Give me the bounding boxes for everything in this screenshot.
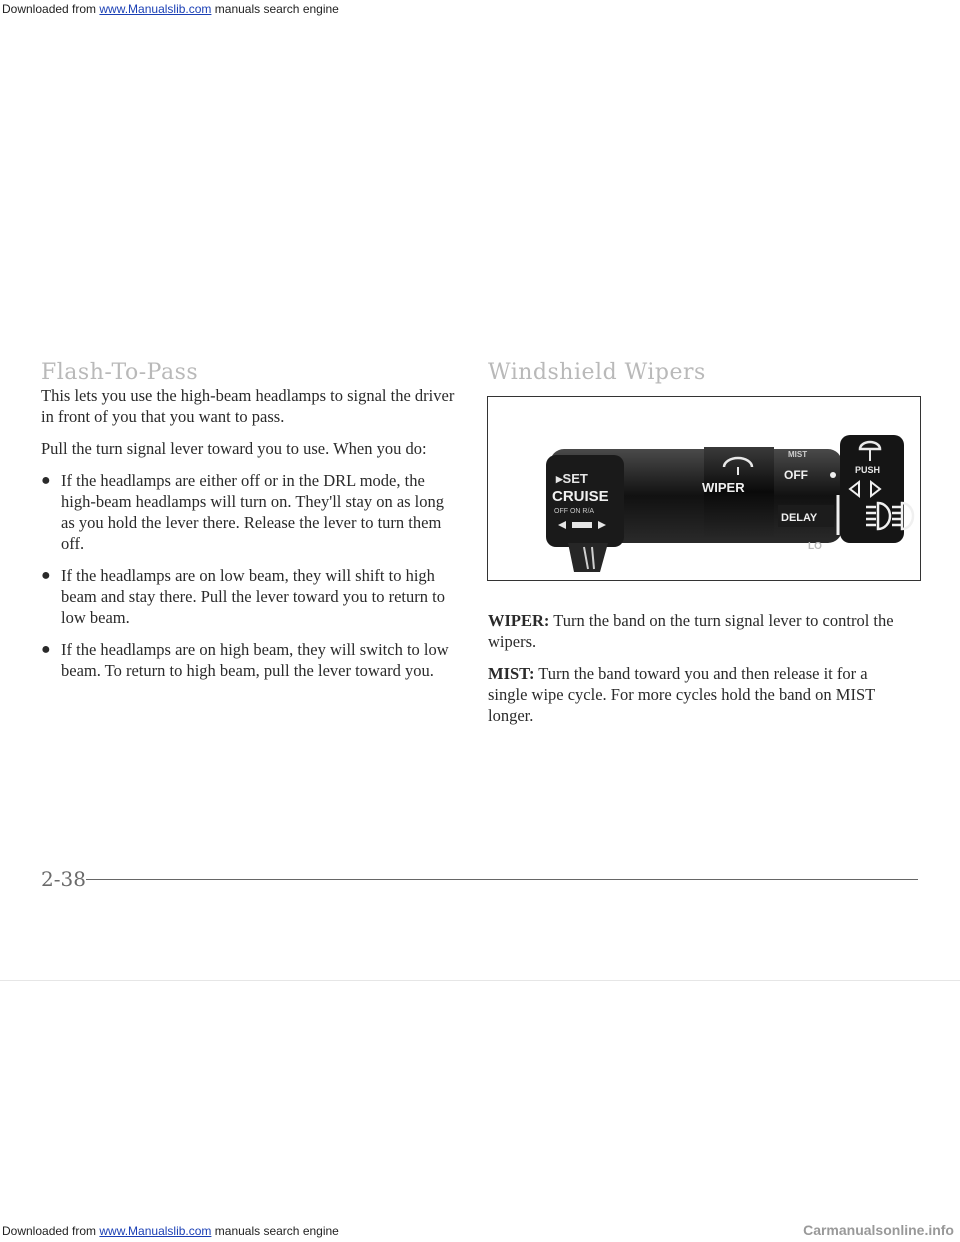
wiper-lever-illustration <box>488 397 919 579</box>
set-label: ▸SET <box>556 471 588 486</box>
flash-to-pass-section <box>41 385 461 692</box>
bullet-icon: ● <box>41 567 51 584</box>
lo-label: LO <box>808 541 822 552</box>
list-item <box>41 565 461 628</box>
mist-label: MIST <box>788 450 808 459</box>
carmanualsonline-watermark: Carmanualsonline.info <box>803 1222 954 1238</box>
off-label: OFF <box>784 468 808 482</box>
page-number: 2-38 <box>41 867 86 891</box>
watermark-prefix: Downloaded from <box>2 1224 100 1238</box>
windshield-wipers-heading: Windshield Wipers <box>488 360 706 385</box>
off-dot-icon <box>830 472 836 478</box>
flash-to-pass-heading: Flash-To-Pass <box>41 360 199 385</box>
bullet-icon: ● <box>41 641 51 658</box>
scan-edge-line <box>0 980 960 981</box>
push-label: PUSH <box>855 465 881 475</box>
wiper-label: WIPER <box>702 480 745 495</box>
watermark-top <box>2 2 339 16</box>
wiper-lever-figure <box>487 396 921 581</box>
watermark-bottom <box>2 1224 339 1238</box>
manualslib-link[interactable]: www.Manualslib.com <box>99 2 212 16</box>
list-item-text: If the headlamps are either off or in the DRL mode, the high-beam headlamps will turn on. They'll stay on as long as you hold the lever there. Release the lever to turn them off. <box>61 471 445 553</box>
cruise-sub-label: OFF ON R/A <box>554 508 595 515</box>
manualslib-link[interactable]: www.Manualslib.com <box>99 1224 212 1238</box>
watermark-suffix: manuals search engine <box>211 1224 339 1238</box>
wiper-paragraph <box>488 610 908 652</box>
wiper-term: WIPER: <box>488 611 550 630</box>
watermark-prefix: Downloaded from <box>2 2 100 16</box>
list-item <box>41 470 461 554</box>
mist-text: Turn the band toward you and then release it for a single wipe cycle. For more cycles hold the band on MIST longer. <box>488 664 875 725</box>
list-item <box>41 639 461 681</box>
bullet-icon: ● <box>41 472 51 489</box>
windshield-wipers-section <box>488 610 908 737</box>
list-item-text: If the headlamps are on high beam, they will switch to low beam. To return to high beam, pull the lever toward you. <box>61 640 449 680</box>
watermark-suffix: manuals search engine <box>211 2 339 16</box>
mist-term: MIST: <box>488 664 535 683</box>
wiper-text: Turn the band on the turn signal lever to control the wipers. <box>488 611 894 651</box>
flash-to-pass-instruction: Pull the turn signal lever toward you to use. When you do: <box>41 439 427 458</box>
flash-to-pass-list <box>41 470 461 681</box>
cruise-label: CRUISE <box>552 488 609 505</box>
mist-paragraph <box>488 663 908 726</box>
flash-to-pass-intro: This lets you use the high-beam headlamps to signal the driver in front of you that you want to pass. <box>41 386 455 426</box>
delay-label: DELAY <box>781 512 818 524</box>
cruise-bar-icon <box>572 522 592 528</box>
footer-rule <box>86 879 918 880</box>
list-item-text: If the headlamps are on low beam, they will shift to high beam and stay there. Pull the lever toward you to return to low beam. <box>61 566 445 627</box>
